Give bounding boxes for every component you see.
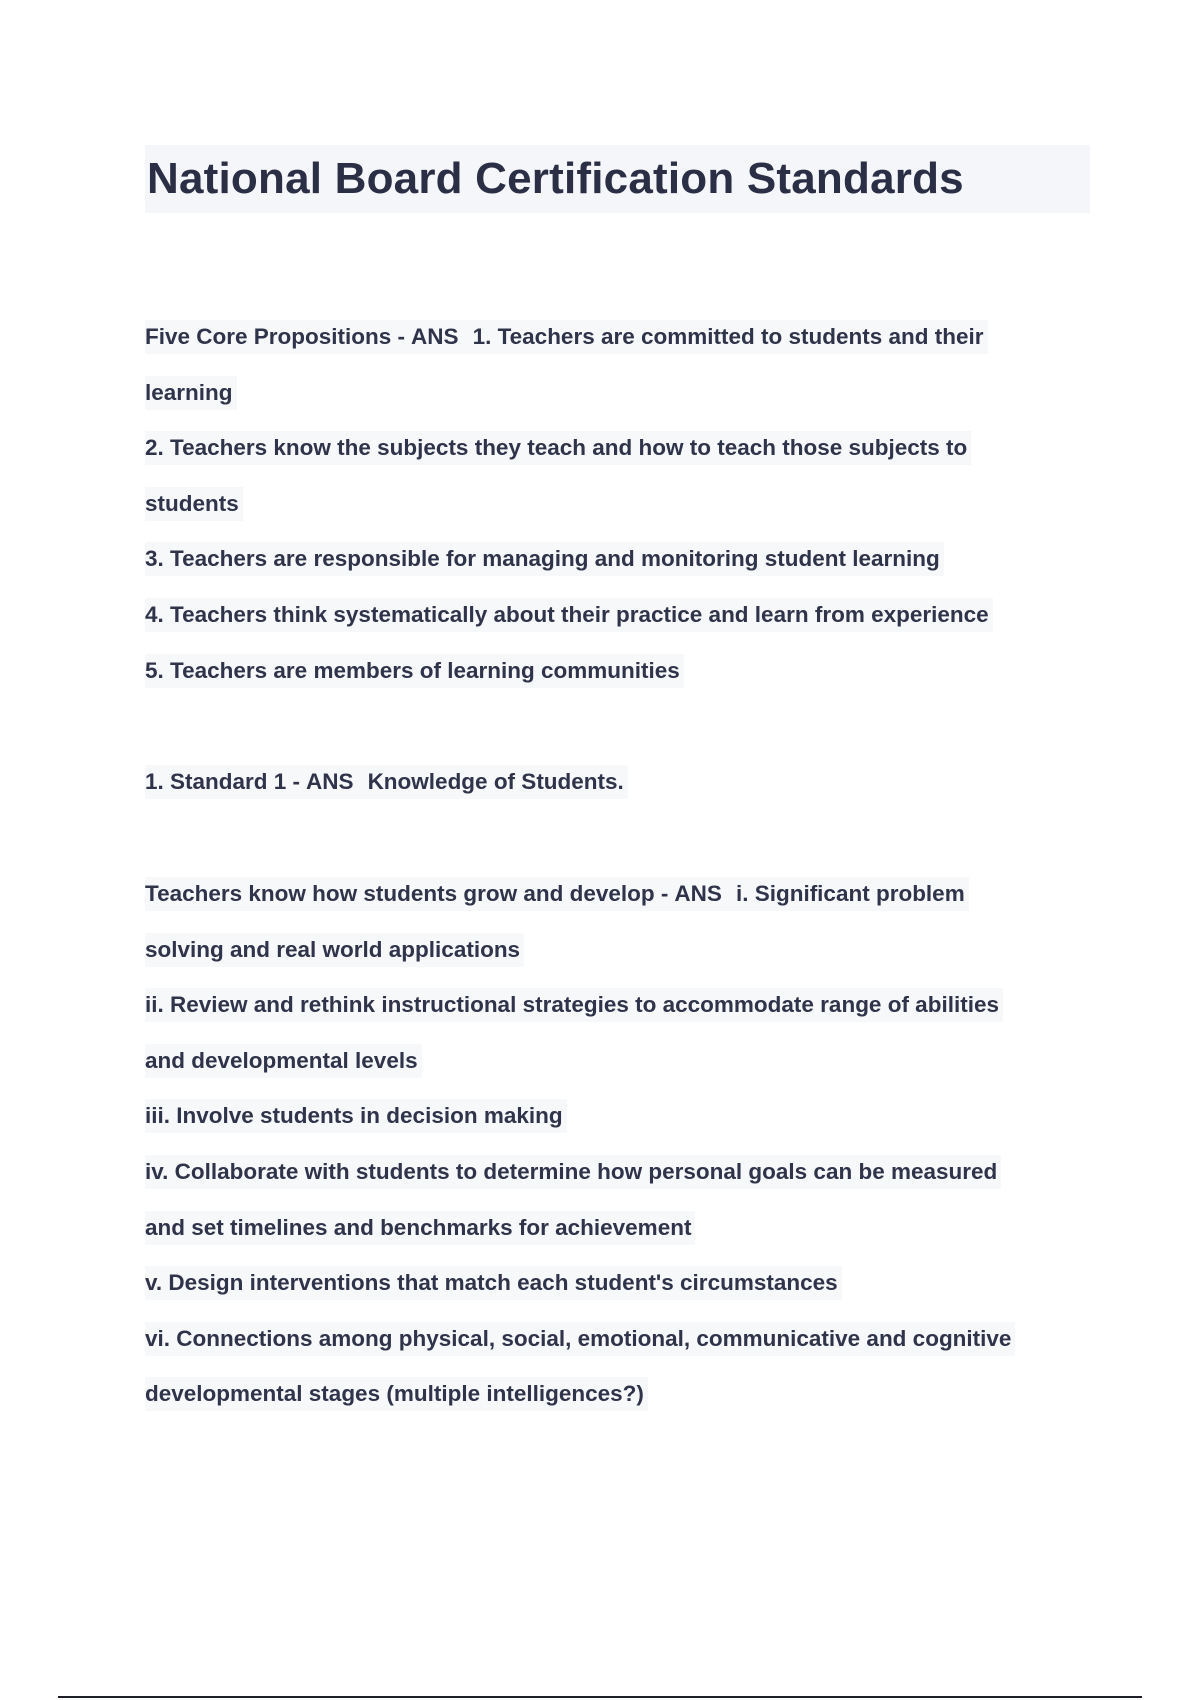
ans-label: ANS — [306, 769, 354, 794]
entry-3-line-2: solving and real world applications — [145, 933, 524, 967]
page-title-block — [145, 145, 1090, 213]
ans-label: ANS — [411, 324, 459, 349]
entry-3-line-4: and developmental levels — [145, 1044, 422, 1078]
entry-3-line-10: developmental stages (multiple intelligences?) — [145, 1377, 648, 1411]
entry-1-line-4: students — [145, 487, 243, 521]
entry-answer: i. Significant problem — [735, 881, 965, 906]
entry-3-line-6: iv. Collaborate with students to determine how personal goals can be measured — [145, 1155, 1001, 1189]
entry-3-line-9: vi. Connections among physical, social, emotional, communicative and cognitive — [145, 1322, 1015, 1356]
entry-term: Five Core Propositions - — [145, 324, 406, 349]
footer-divider — [58, 1696, 1142, 1698]
entry-1-line-7: 5. Teachers are members of learning communities — [145, 654, 684, 688]
entry-1-line-6: 4. Teachers think systematically about their practice and learn from experience — [145, 598, 993, 632]
entry-3-line-3: ii. Review and rethink instructional strategies to accommodate range of abilities — [145, 988, 1003, 1022]
page-title: National Board Certification Standards — [147, 154, 964, 203]
entry-1-line-5: 3. Teachers are responsible for managing and monitoring student learning — [145, 542, 944, 576]
entry-1-line-2: learning — [145, 376, 237, 410]
entry-term: 1. Standard 1 - — [145, 769, 301, 794]
entry-1-line-1 — [145, 320, 988, 354]
ans-label: ANS — [674, 881, 722, 906]
entry-3-line-8: v. Design interventions that match each student's circumstances — [145, 1266, 842, 1300]
entry-term: Teachers know how students grow and develop - — [145, 881, 669, 906]
entry-1-line-3: 2. Teachers know the subjects they teach and how to teach those subjects to — [145, 431, 971, 465]
entry-3-line-5: iii. Involve students in decision making — [145, 1099, 567, 1133]
entry-2-line-1 — [145, 765, 628, 799]
entry-3-line-1 — [145, 877, 969, 911]
entry-answer: 1. Teachers are committed to students and their — [472, 324, 984, 349]
entry-answer: Knowledge of Students. — [367, 769, 624, 794]
entry-3-line-7: and set timelines and benchmarks for achievement — [145, 1211, 695, 1245]
